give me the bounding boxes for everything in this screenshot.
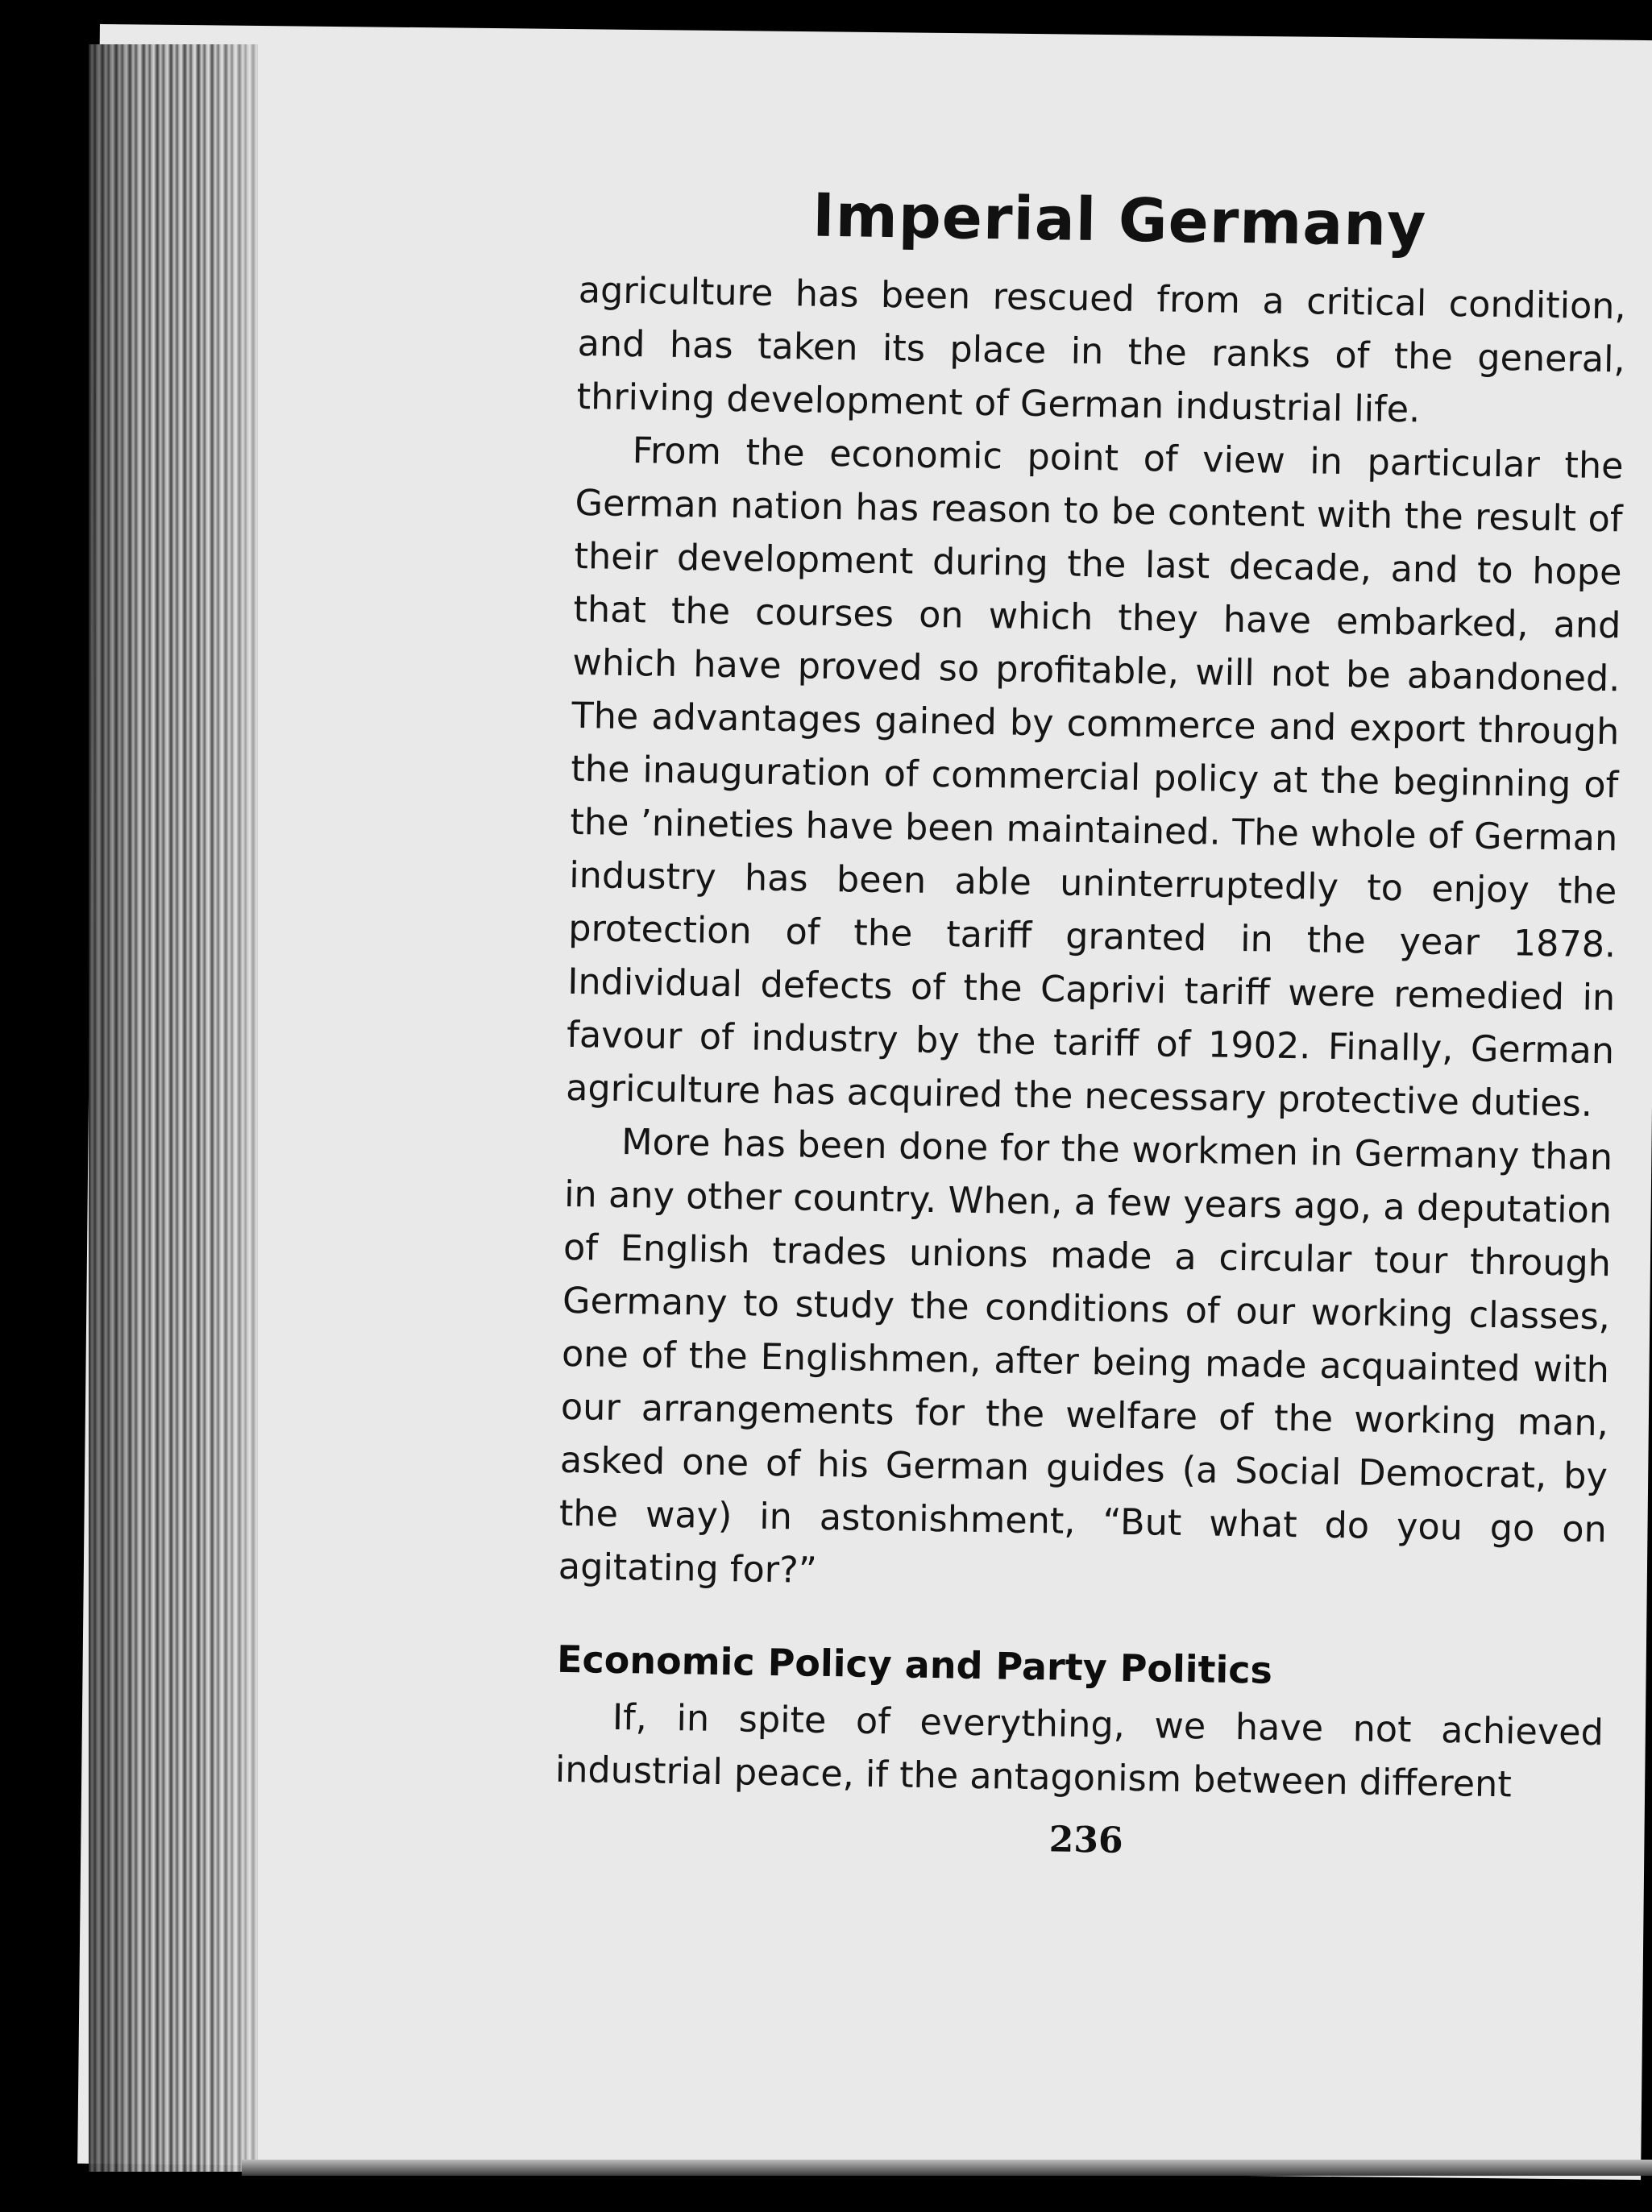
page-number: 236 (1048, 1819, 1123, 1861)
text-block (554, 177, 1627, 1869)
paragraph-3: More has been done for the workmen in Germany than in any other country. When, a few years ago, a deputation of English trades unions made a circular tour through Germany to study the conditions of our working classes, one of the Englishmen, after being made acquainted with our arrangements for the welfare of the working man, asked one of his German guides (a Social Democrat, by the way) in astonishment, “But what do you go on agitating for?” (558, 1121, 1613, 1592)
running-head: Imperial Germany (811, 181, 1427, 260)
paragraph-4: If, in spite of everything, we have not achieved industrial peace, if the antagonism between different (554, 1696, 1604, 1806)
page-bottom-edge (242, 2160, 1652, 2176)
page-edges (89, 44, 258, 2172)
paragraph-1: agriculture has been rescued from a critical condition, and has taken its place in the ranks of the general, thriving development of German industrial life. (576, 269, 1627, 431)
section-heading: Economic Policy and Party Politics (556, 1637, 1273, 1692)
paragraph-2: From the economic point of view in particular the German nation has reason to be content with the result of their development during the last decade, and to hope that the courses on which they have embarked, and which have proved so profitable, will not be abandoned. The advantages gained by commerce and export through the inauguration of commercial policy at the beginning of the ’nineties have been maintained. The whole of German industry has been able uninterruptedly to enjoy the protection of the tariff granted in the year 1878. Individual defects of the Caprivi tariff were remedied in favour of industry by the tariff of 1902. Finally, German agriculture has acquired the necessary protective duties. (565, 430, 1624, 1125)
